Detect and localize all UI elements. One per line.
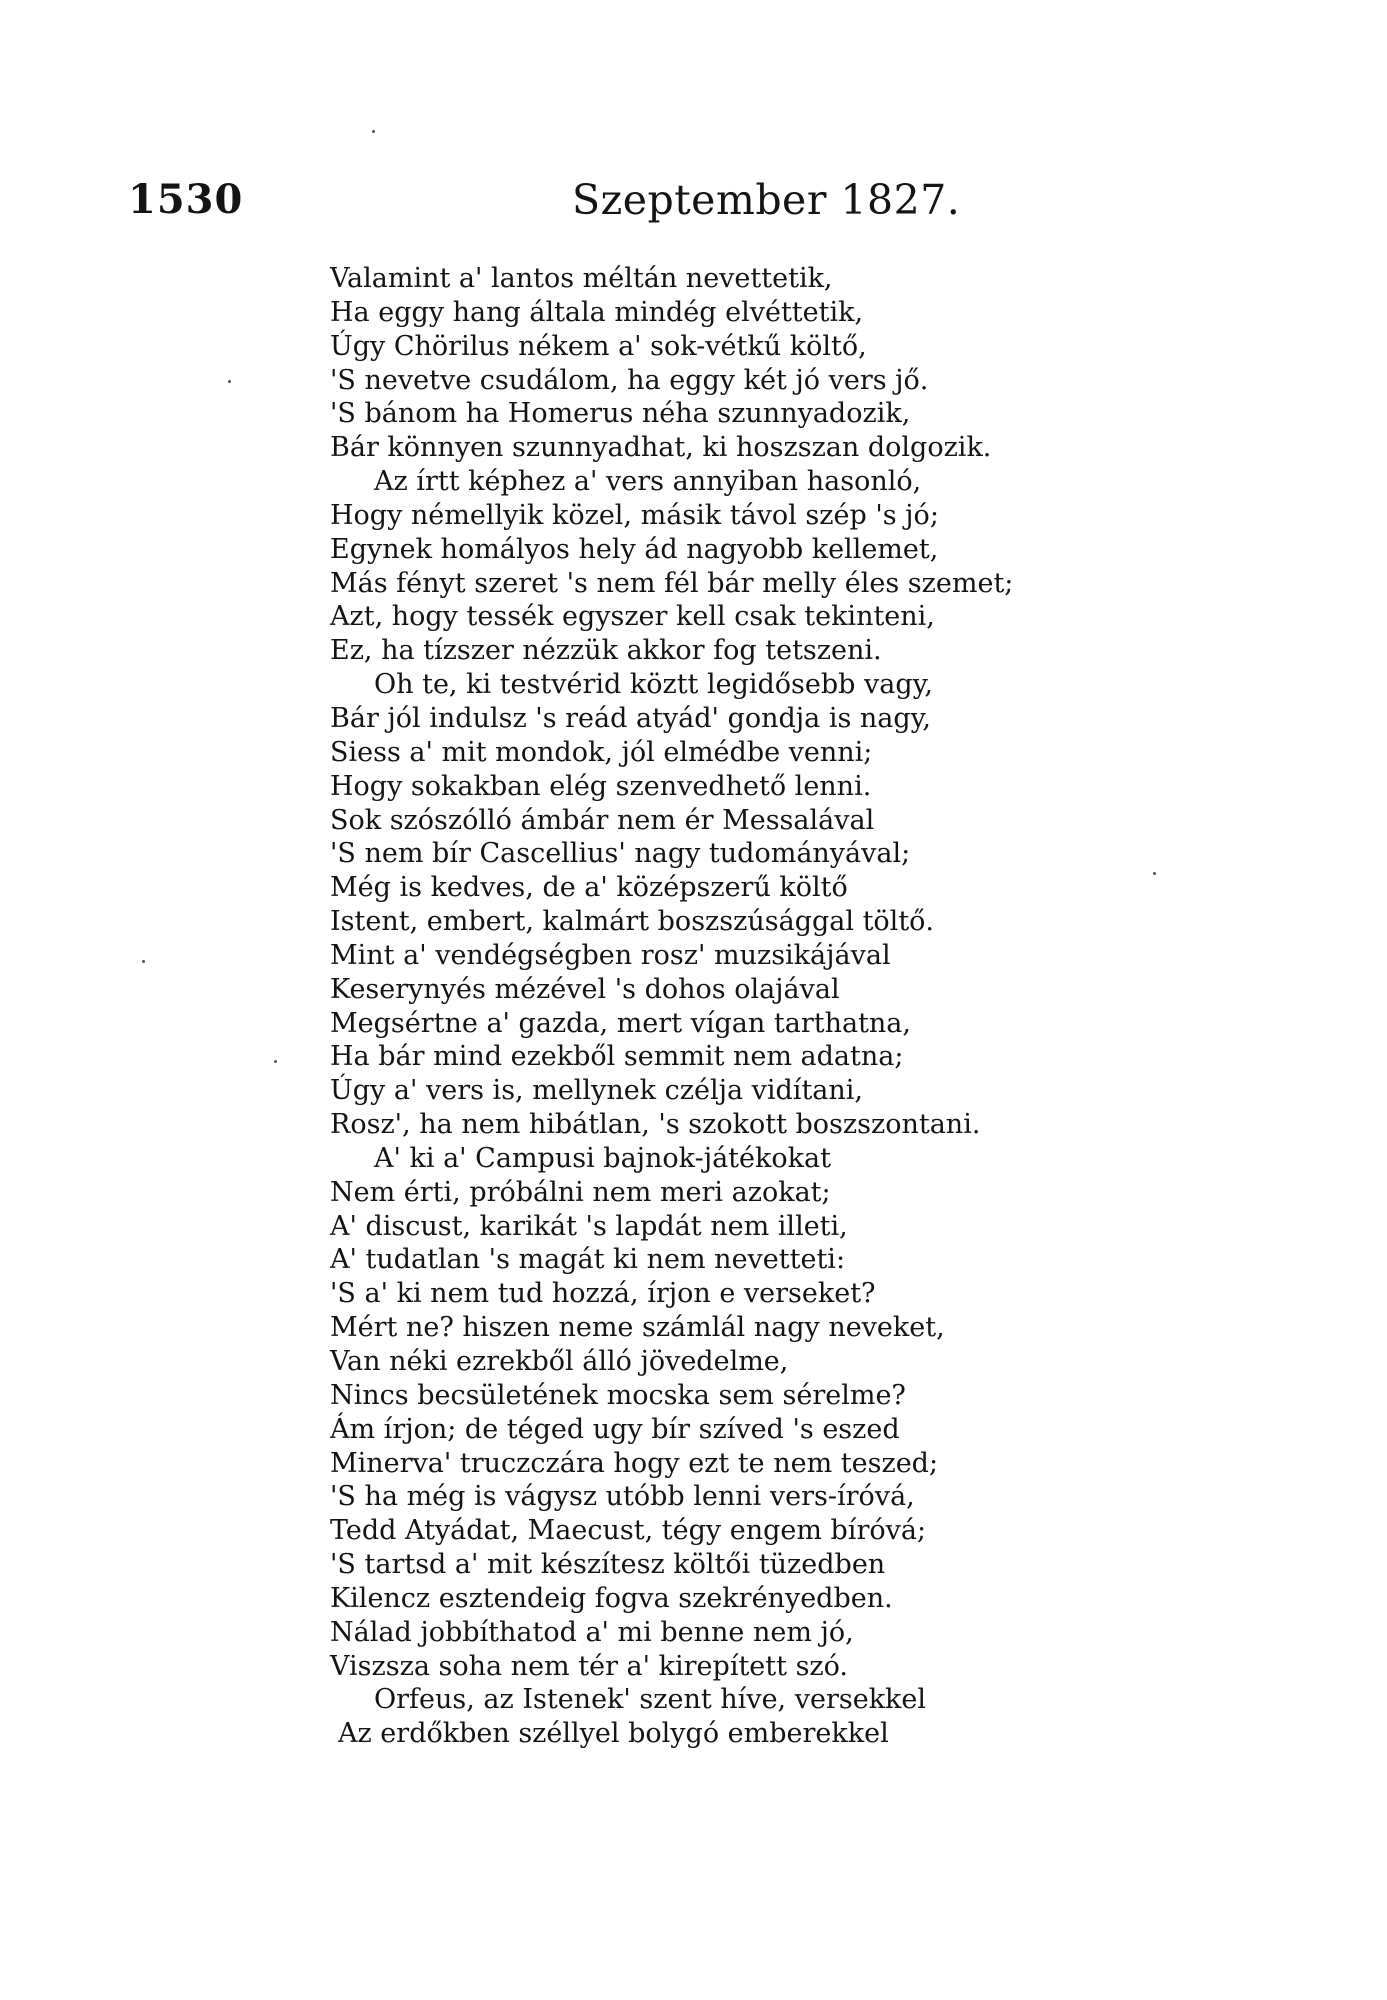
print-speck <box>372 130 375 133</box>
poem-line: A' discust, karikát 's lapdát nem illeti, <box>330 1210 848 1242</box>
poem-line: Hogy némellyik közel, másik távol szép 's jó; <box>330 499 939 531</box>
poem-line: Még is kedves, de a' középszerű költő <box>330 872 848 904</box>
poem-line: Nincs becsületének mocska sem sérelme? <box>330 1379 906 1411</box>
poem-line: Valamint a' lantos méltán nevettetik, <box>330 263 833 294</box>
poem-line: Kilencz esztendeig fogva szekrényedben. <box>330 1582 893 1614</box>
poem-line: Bár könnyen szunnyadhat, ki hoszszan dolgozik. <box>330 432 992 464</box>
poem-line: Istent, embert, kalmárt boszszúsággal töltő. <box>330 906 935 938</box>
poem-line: Mint a' vendégségben rosz' muzsikájával <box>330 939 891 971</box>
poem-line: Viszsza soha nem tér a' kirepített szó. <box>330 1650 849 1682</box>
poem-line: Bár jól indulsz 's reád atyád' gondja is nagy, <box>330 702 931 734</box>
print-speck <box>228 380 231 383</box>
poem-line: Sok szószólló ámbár nem ér Messalával <box>330 804 875 836</box>
poem-line: Siess a' mit mondok, jól elmédbe venni; <box>330 736 873 768</box>
poem-body <box>330 262 1090 1751</box>
poem-line: Egynek homályos hely ád nagyobb kellemet, <box>330 533 939 565</box>
poem-line: Ám írjon; de téged ugy bír szíved 's eszed <box>330 1413 900 1445</box>
poem-line: Rosz', ha nem hibátlan, 's szokott boszszontani. <box>330 1109 981 1141</box>
poem-line: 'S ha még is vágysz utóbb lenni vers-íróvá, <box>330 1481 915 1513</box>
poem-line: Tedd Atyádat, Maecust, tégy engem bíróvá; <box>330 1515 927 1547</box>
poem-line: Ez, ha tízszer nézzük akkor fog tetszeni. <box>330 635 882 667</box>
print-speck <box>1153 872 1156 875</box>
poem-line: Úgy a' vers is, mellynek czélja vidítani, <box>330 1075 863 1107</box>
poem-line: 'S nevetve csudálom, ha eggy két jó vers jő. <box>330 364 929 396</box>
poem-line: A' tudatlan 's magát ki nem nevetteti: <box>330 1244 846 1276</box>
poem-line: Mért ne? hiszen neme számlál nagy neveket, <box>330 1312 945 1344</box>
poem-line: Azt, hogy tessék egyszer kell csak tekinteni, <box>330 601 935 633</box>
poem-line: Keserynyés mézével 's dohos olajával <box>330 973 840 1005</box>
poem-line: Minerva' truczczára hogy ezt te nem teszed; <box>330 1447 939 1479</box>
poem-line: Oh te, ki testvérid köztt legidősebb vagy, <box>374 669 933 701</box>
poem-line: Ha bár mind ezekből semmit nem adatna; <box>330 1041 904 1073</box>
poem-line: A' ki a' Campusi bajnok-játékokat <box>374 1142 831 1174</box>
poem-line: Nálad jobbíthatod a' mi benne nem jó, <box>330 1616 854 1648</box>
poem-line: Megsértne a' gazda, mert vígan tarthatna, <box>330 1007 911 1039</box>
page-number: 1530 <box>128 176 244 223</box>
print-speck <box>142 960 145 963</box>
poem-line: 'S tartsd a' mit készítesz költői tüzedben <box>330 1549 886 1581</box>
running-head: Szeptember 1827. <box>572 176 961 224</box>
poem-line: Más fényt szeret 's nem fél bár melly éles szemet; <box>330 567 1014 599</box>
poem-line: 'S nem bír Cascellius' nagy tudományával; <box>330 838 911 870</box>
poem-line: 'S a' ki nem tud hozzá, írjon e verseket? <box>330 1278 876 1310</box>
poem-line: Úgy Chörilus nékem a' sok-vétkű költő, <box>330 330 867 362</box>
poem-line: 'S bánom ha Homerus néha szunnyadozik, <box>330 398 911 430</box>
poem-line: Nem érti, próbálni nem meri azokat; <box>330 1176 831 1208</box>
poem-line: Ha eggy hang általa mindég elvéttetik, <box>330 296 864 328</box>
poem-line: Az írtt képhez a' vers annyiban hasonló, <box>374 466 922 498</box>
print-speck <box>274 1060 277 1063</box>
poem-line: Hogy sokakban elég szenvedhető lenni. <box>330 770 872 802</box>
poem-line: Van néki ezrekből álló jövedelme, <box>330 1346 789 1377</box>
poem-line: Az erdőkben széllyel bolygó emberekkel <box>338 1718 889 1750</box>
poem-line: Orfeus, az Istenek' szent híve, versekkel <box>374 1684 927 1716</box>
